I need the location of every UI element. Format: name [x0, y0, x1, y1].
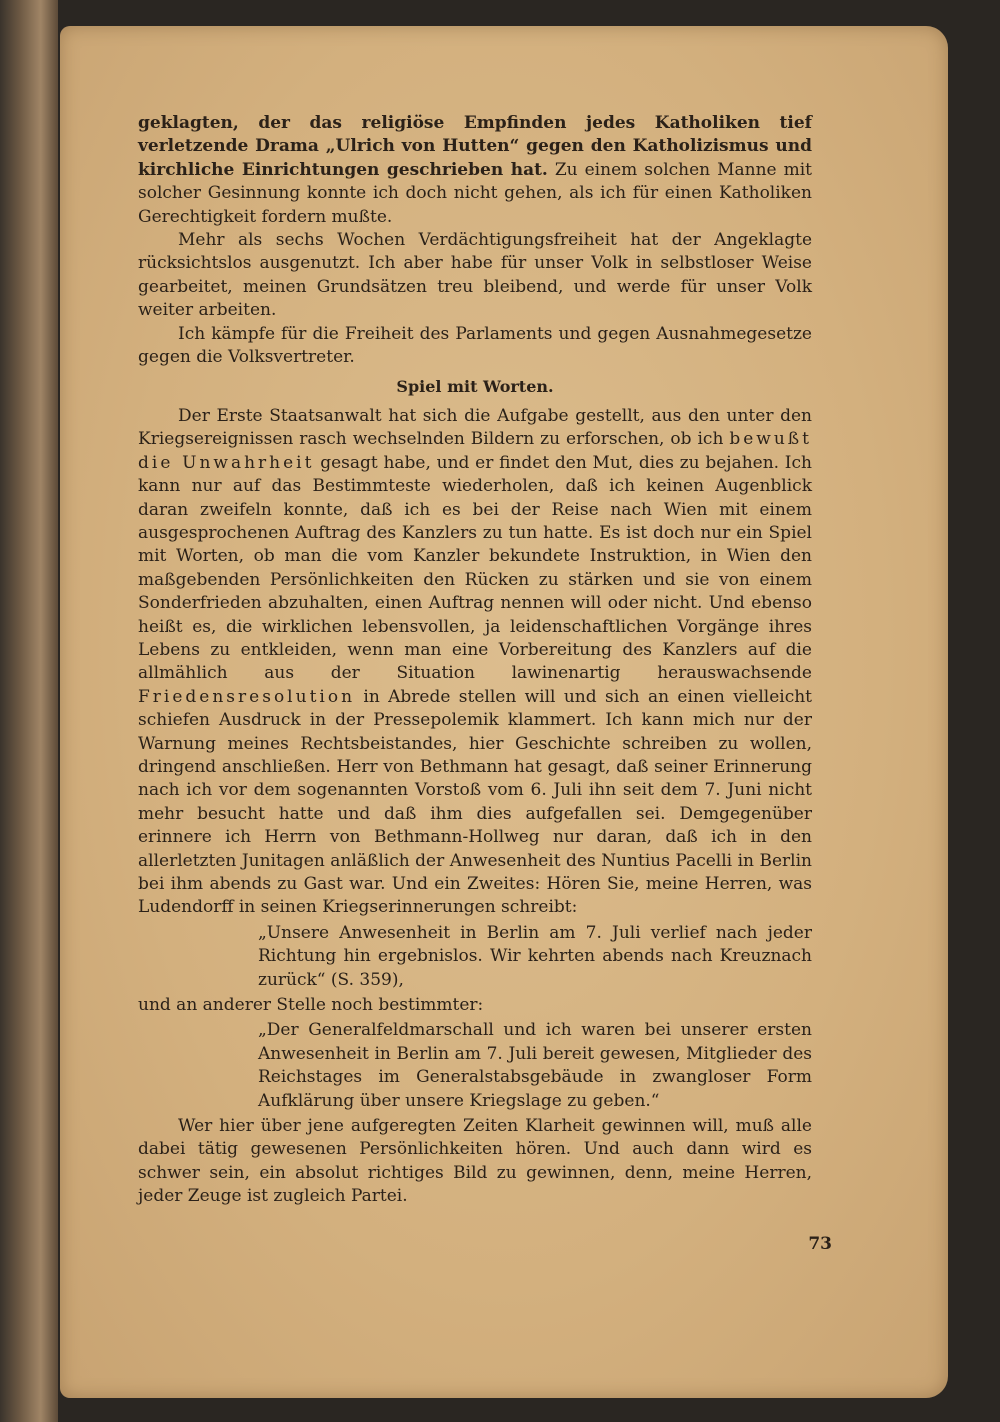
paragraph-4-part-c: in Abrede stellen will und sich an einen vielleicht schiefen Ausdruck in der Pressepolemik klammert. Ich kann mich nur der Warnung meines Rechtsbeistandes, hier Geschichte schreiben zu wollen, dringend anschließen. Herr von Bethmann hat gesagt, daß seiner Erinnerung nach ich vor dem sogenannten Vorstoß vom 6. Juli ihn seit dem 7. Juni nicht mehr besucht hatte und daß ihm dies aufgefallen sei. Demgegenüber erinnere ich Herrn von Bethmann-Hollweg nur daran, daß ich in den allerletzten Junitagen anläßlich der Anwesenheit des Nuntius Pacelli in Berlin bei ihm abends zu Gast war. Und ein Zweites: Hören Sie, meine Herren, was Ludendorff in seinen Kriegserinnerungen schreibt: [138, 686, 812, 918]
paragraph-1-rest: Zu einem solchen Manne mit solcher Gesinnung konnte ich doch nicht gehen, als ich für einen Katholiken Gerechtigkeit fordern mußte. [138, 159, 813, 227]
paragraph-1 [138, 112, 812, 229]
paragraph-4-part-a: Der Erste Staatsanwalt hat sich die Aufgabe gestellt, aus den unter den Kriegsereignissen rasch wechselnden Bildern zu erforschen, ob ich [138, 405, 812, 450]
paragraph-5: und an anderer Stelle noch bestimmter: [138, 995, 484, 1016]
paragraph-2: Mehr als sechs Wochen Verdächtigungsfreiheit hat der Angeklagte rücksichtslos ausgenutzt. Ich aber habe für unser Volk in selbstloser Weise gearbeitet, meinen Grundsätzen treu bleibend, und werde für unser Volk weiter arbeiten. [138, 230, 812, 321]
paragraph-4-part-b: gesagt habe, und er findet den Mut, dies zu bejahen. Ich kann nur auf das Bestimmteste wiederholen, daß ich keinen Augenblick daran zweifeln konnte, daß ich es bei der Reise nach Wien mit einem ausgesprochenen Auftrag des Kanzlers zu tun hatte. Es ist doch nur ein Spiel mit Worten, ob man die vom Kanzler bekundete Instruktion, in Wien den maßgebenden Persönlichkeiten den Rücken zu stärken und sie von einem Sonderfrieden abzuhalten, einen Auftrag nennen will oder nicht. Und ebenso heißt es, die wirklichen lebensvollen, ja leidenschaftlichen Vorgänge ihres Lebens zu entkleiden, wenn man eine Vorbereitung des Kanzlers auf die allmählich aus der Situation lawinenartig herauswachsende [138, 452, 812, 684]
paragraph-4-spaced-1: bewußt die Unwahrheit [138, 429, 812, 473]
page-number: 73 [808, 1234, 832, 1254]
section-heading: Spiel mit Worten. [396, 377, 554, 397]
paragraph-3: Ich kämpfe für die Freiheit des Parlaments und gegen Ausnahmegesetze gegen die Volksvertreter. [138, 323, 812, 368]
page-text [138, 112, 812, 1209]
quote-1: „Unsere Anwesenheit in Berlin am 7. Juli verlief nach jeder Richtung hin ergebnislos. Wir kehrten abends nach Kreuznach zurück“ (S. 359), [258, 922, 812, 990]
paragraph-4-spaced-2: Friedensresolution [138, 686, 356, 707]
paragraph-4 [138, 405, 812, 920]
book-page [60, 26, 948, 1398]
paragraph-1-bold: geklagten, der das religiöse Empfinden jedes Katholiken tief verletzende Drama „Ulrich von Hutten“ gegen den Katholizismus und kirchliche Einrichtungen geschrieben hat. [138, 113, 812, 180]
quote-2: „Der Generalfeldmarschall und ich waren bei unserer ersten Anwesenheit in Berlin am 7. Juli bereit gewesen, Mitglieder des Reichstages im Generalstabsgebäude in zwangloser Form Aufklärung über unsere Kriegslage zu geben.“ [258, 1020, 812, 1111]
paragraph-6: Wer hier über jene aufgeregten Zeiten Klarheit gewinnen will, muß alle dabei tätig gewesenen Persönlichkeiten hören. Und auch dann wird es schwer sein, ein absolut richtiges Bild zu gewinnen, denn, meine Herren, jeder Zeuge ist zugleich Partei. [138, 1116, 812, 1207]
book-binding [0, 0, 58, 1422]
